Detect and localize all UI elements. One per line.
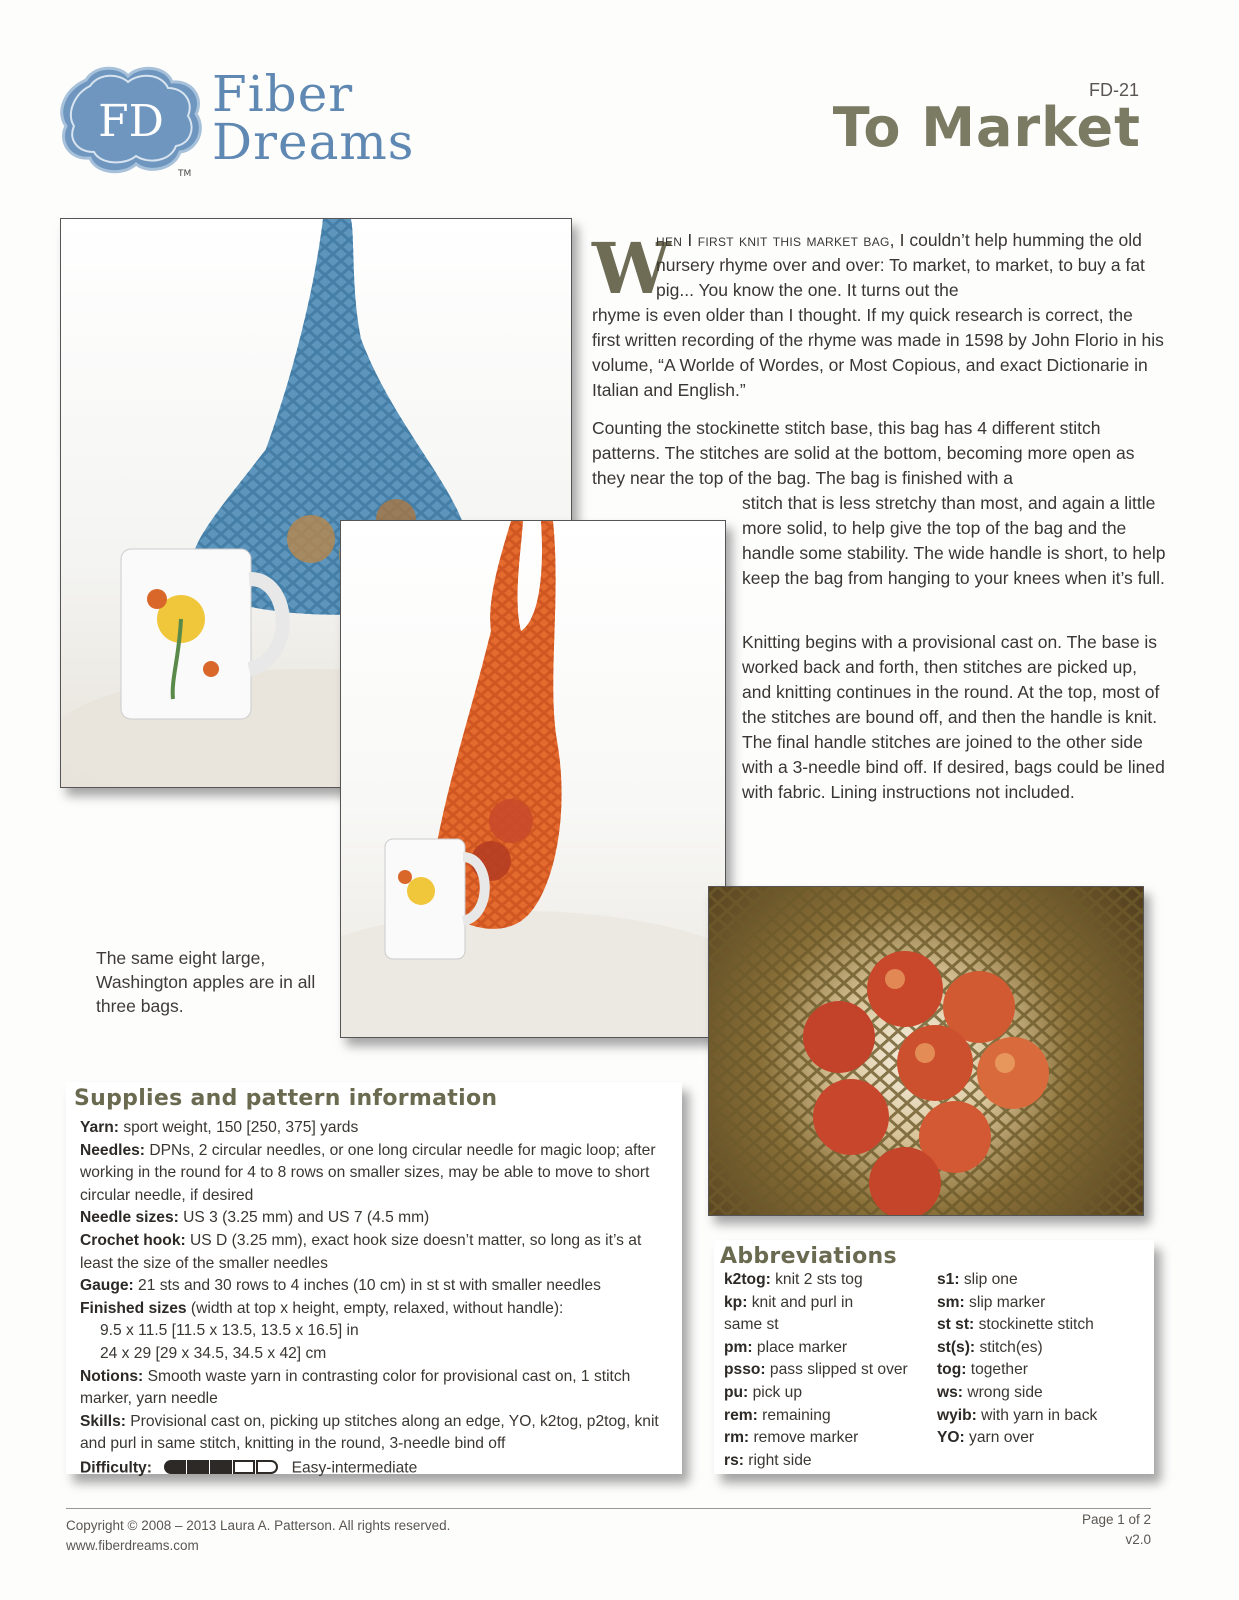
- brand-name-line1: Fiber: [212, 65, 354, 123]
- supply-notions: Notions: Smooth waste yarn in contrasting color for provisional cast on, 1 stitch marker, yarn needle: [80, 1367, 631, 1408]
- intro-paragraph-2-bottom: stitch that is less stretchy than most, and again a little more solid, to help give the top of the bag and the handle some stability. The wide handle is short, to help keep the bag from hanging to your knees when it’s full.: [742, 493, 1166, 588]
- difficulty-meter: [164, 1456, 279, 1479]
- abbreviation-row: s1: slip one: [936, 1271, 1018, 1288]
- footer-divider: [66, 1508, 1151, 1509]
- supply-needle-sizes: Needle sizes: US 3 (3.25 mm) and US 7 (4.5 mm): [80, 1209, 430, 1227]
- difficulty-segment: [164, 1460, 186, 1474]
- abbreviations-title: Abbreviations: [720, 1244, 897, 1269]
- difficulty-segment: [187, 1460, 209, 1474]
- abbreviation-row: pu: pick up: [724, 1383, 802, 1401]
- abbreviations-box: [714, 1240, 1154, 1474]
- website-link[interactable]: www.fiberdreams.com: [66, 1538, 199, 1553]
- difficulty-segment: [210, 1460, 232, 1474]
- abbreviation-row: psso: pass slipped st over: [724, 1361, 908, 1379]
- intro-paragraph-1-bottom: rhyme is even older than I thought. If my quick research is correct, the first written recording of the rhyme was made in 1598 by John Florio in his volume, “A Worlde of Wordes, or Most Copious, and exact Dictionarie in Italian and English.”: [592, 305, 1164, 400]
- trademark-mark: TM: [178, 169, 192, 179]
- supplies-title: Supplies and pattern information: [74, 1086, 498, 1111]
- abbreviations-column-2: [937, 1269, 1146, 1472]
- supply-yarn: Yarn: sport weight, 150 [250, 375] yards: [80, 1119, 359, 1136]
- supplies-box: [66, 1082, 682, 1477]
- intro-lead-smallcaps: hen I first knit this market bag,: [656, 230, 895, 250]
- copyright-text: Copyright © 2008 – 2013 Laura A. Patterson. All rights reserved.: [66, 1518, 451, 1533]
- brand-name-line2: Dreams: [212, 113, 415, 171]
- intro-paragraph-1-rest: I couldn’t help humming the old nursery rhyme over and over: To market, to market, to buy a fat pig... You know the one. It turns out the: [656, 230, 1145, 300]
- version-label: v2.0: [1125, 1532, 1151, 1547]
- supply-sizes-cm: 24 x 29 [29 x 34.5, 34.5 x 42] cm: [100, 1344, 327, 1362]
- abbreviation-row: rs: right side: [724, 1451, 812, 1469]
- abbreviation-row: k2tog: knit 2 sts tog: [724, 1271, 863, 1288]
- photo-caption: The same eight large, Washington apples are in all three bags.: [96, 948, 316, 1016]
- abbreviation-row: YO: yarn over: [936, 1429, 1035, 1447]
- abbreviation-row: ws: wrong side: [936, 1383, 1043, 1401]
- page-title: To Market: [832, 96, 1141, 159]
- abbreviation-row: st(s): stitch(es): [936, 1338, 1043, 1356]
- difficulty-segment: [233, 1460, 255, 1474]
- footer-left: [66, 1516, 450, 1556]
- abbreviation-row: sm: slip marker: [936, 1293, 1046, 1311]
- abbreviations-column-1: [724, 1269, 937, 1472]
- supply-gauge: Gauge: 21 sts and 30 rows to 4 inches (10 cm) in st st with smaller needles: [80, 1277, 601, 1295]
- supply-finished-sizes: Finished sizes (width at top x height, empty, relaxed, without handle):: [80, 1299, 564, 1317]
- supply-difficulty: Difficulty: Easy-intermediate: [80, 1456, 672, 1481]
- difficulty-segment: [256, 1460, 278, 1474]
- abbreviation-row: pm: place marker: [724, 1338, 848, 1356]
- intro-paragraph-2-top: Counting the stockinette stitch base, this bag has 4 different stitch patterns. The stitches are solid at the bottom, becoming more open as they near the top of the bag. The bag is finished with a: [592, 418, 1135, 488]
- orange-bag-photo: [340, 520, 726, 1038]
- pattern-code: FD-21: [1088, 80, 1139, 100]
- intro-dropcap: W: [592, 227, 671, 310]
- difficulty-value: Easy-intermediate: [291, 1459, 418, 1477]
- supply-needles: Needles: DPNs, 2 circular needles, or one long circular needle for magic loop; after working in the round for 4 to 8 rows on smaller sizes, may be able to move to short circular needle, if desired: [80, 1141, 656, 1204]
- abbreviation-row: st st: stockinette stitch: [936, 1316, 1094, 1334]
- abbreviation-row: rm: remove marker: [724, 1429, 859, 1447]
- brand-name: [212, 65, 415, 171]
- abbreviation-row: tog: together: [936, 1361, 1028, 1379]
- abbreviation-row: wyib: with yarn in back: [936, 1406, 1098, 1424]
- page-number: Page 1 of 2: [1081, 1512, 1151, 1527]
- logo-badge: [56, 62, 206, 180]
- supply-crochet-hook: Crochet hook: US D (3.25 mm), exact hook size doesn’t matter, so long as it’s at least the size of the smaller needles: [80, 1231, 642, 1272]
- logo-monogram: FD: [98, 96, 164, 147]
- abbreviation-row: kp: knit and purl in: [724, 1293, 854, 1311]
- apples-in-bag-photo: [708, 886, 1144, 1216]
- footer-right: [1082, 1510, 1151, 1550]
- supply-sizes-inches: 9.5 x 11.5 [11.5 x 13.5, 13.5 x 16.5] in: [100, 1322, 359, 1340]
- intro-paragraph-3: Knitting begins with a provisional cast on. The base is worked back and forth, then stitches are picked up, and knitting continues in the round. At the top, most of the stitches are bound off, and then the handle is knit. The final handle stitches are joined to the other side with a 3-needle bind off. If desired, bags could be lined with fabric. Lining instructions not included.: [742, 632, 1165, 802]
- abbreviation-row: rem: remaining: [724, 1406, 831, 1424]
- abbreviation-row: same st: [724, 1316, 779, 1334]
- supply-skills: Skills: Provisional cast on, picking up stitches along an edge, YO, k2tog, p2tog, knit and purl in same stitch, knitting in the round, 3-needle bind off: [80, 1412, 659, 1453]
